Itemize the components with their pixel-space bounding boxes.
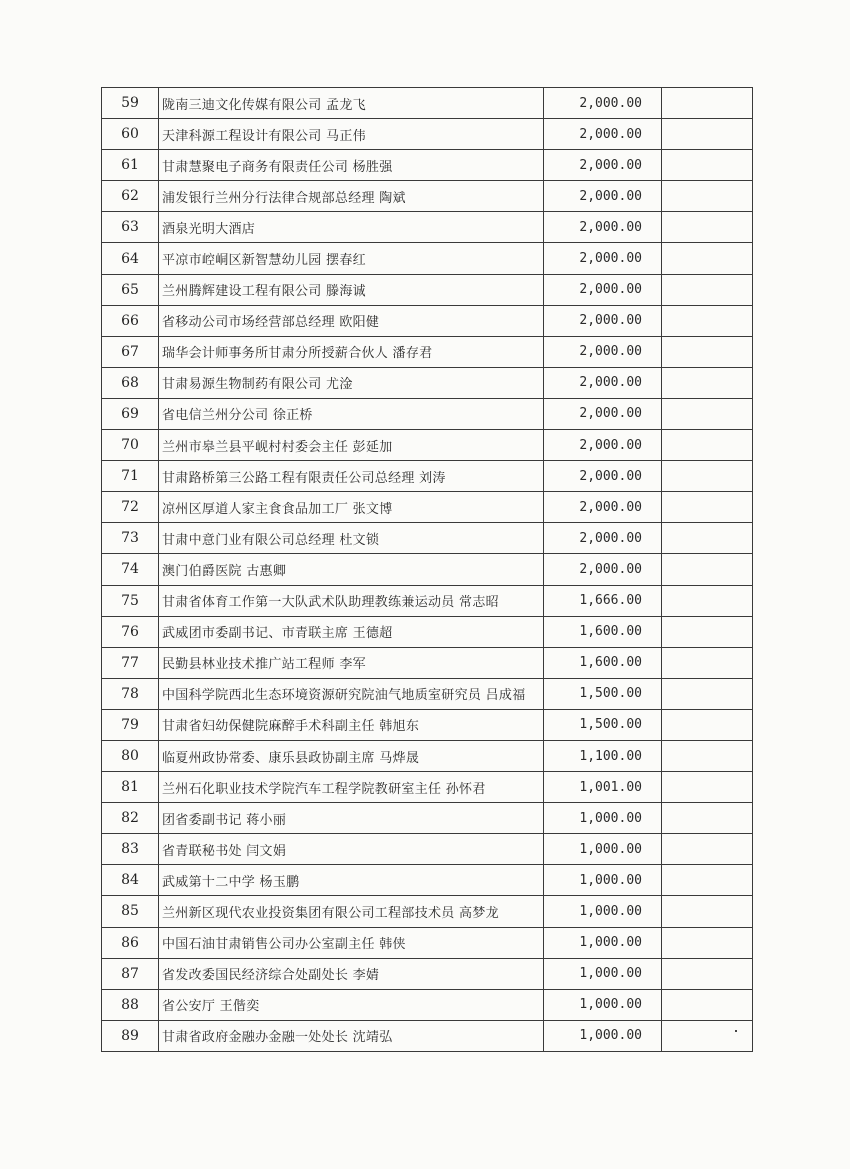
row-number: 87	[102, 958, 159, 989]
table-row	[102, 958, 753, 989]
donor-name: 省公安厅 王偕奕	[159, 989, 544, 1020]
row-number: 67	[102, 336, 159, 367]
table-row	[102, 398, 753, 429]
empty-cell	[662, 647, 753, 678]
empty-cell	[662, 88, 753, 119]
table-row	[102, 336, 753, 367]
donor-name: 省发改委国民经济综合处副处长 李婧	[159, 958, 544, 989]
row-number: 83	[102, 834, 159, 865]
donor-name: 天津科源工程设计有限公司 马正伟	[159, 119, 544, 150]
donation-amount: 1,500.00	[544, 678, 662, 709]
donation-amount: 1,666.00	[544, 585, 662, 616]
empty-cell	[662, 896, 753, 927]
row-number: 85	[102, 896, 159, 927]
row-number: 73	[102, 523, 159, 554]
donor-name: 甘肃易源生物制药有限公司 尤淦	[159, 367, 544, 398]
donation-amount: 2,000.00	[544, 554, 662, 585]
donor-name: 甘肃省妇幼保健院麻醉手术科副主任 韩旭东	[159, 709, 544, 740]
row-number: 63	[102, 212, 159, 243]
empty-cell	[662, 678, 753, 709]
empty-cell	[662, 492, 753, 523]
table-row	[102, 709, 753, 740]
empty-cell	[662, 367, 753, 398]
table-row	[102, 88, 753, 119]
empty-cell	[662, 523, 753, 554]
empty-cell	[662, 585, 753, 616]
donation-amount: 1,600.00	[544, 616, 662, 647]
row-number: 59	[102, 88, 159, 119]
table-row	[102, 212, 753, 243]
donation-amount: 2,000.00	[544, 243, 662, 274]
donor-name: 瑞华会计师事务所甘肃分所授薪合伙人 潘存君	[159, 336, 544, 367]
donation-amount: 2,000.00	[544, 336, 662, 367]
donation-amount: 1,000.00	[544, 896, 662, 927]
row-number: 89	[102, 1020, 159, 1051]
scan-speck	[735, 1030, 737, 1032]
donor-name: 凉州区厚道人家主食食品加工厂 张文博	[159, 492, 544, 523]
donor-name: 中国科学院西北生态环境资源研究院油气地质室研究员 吕成福	[159, 678, 544, 709]
donor-name: 兰州腾辉建设工程有限公司 滕海诚	[159, 274, 544, 305]
donation-amount: 1,600.00	[544, 647, 662, 678]
donation-amount: 1,000.00	[544, 958, 662, 989]
table-row	[102, 181, 753, 212]
donation-amount: 2,000.00	[544, 150, 662, 181]
table-row	[102, 927, 753, 958]
row-number: 76	[102, 616, 159, 647]
row-number: 79	[102, 709, 159, 740]
donor-name: 兰州石化职业技术学院汽车工程学院教研室主任 孙怀君	[159, 772, 544, 803]
empty-cell	[662, 1020, 753, 1051]
donation-amount: 2,000.00	[544, 305, 662, 336]
table-row	[102, 1020, 753, 1051]
empty-cell	[662, 958, 753, 989]
donation-amount: 2,000.00	[544, 88, 662, 119]
empty-cell	[662, 398, 753, 429]
table-row	[102, 305, 753, 336]
donor-name: 武威团市委副书记、市青联主席 王德超	[159, 616, 544, 647]
donor-name: 团省委副书记 蒋小丽	[159, 803, 544, 834]
table-row	[102, 647, 753, 678]
donor-name: 省移动公司市场经营部总经理 欧阳健	[159, 305, 544, 336]
donation-amount: 1,000.00	[544, 927, 662, 958]
donation-amount: 2,000.00	[544, 430, 662, 461]
row-number: 88	[102, 989, 159, 1020]
table-row	[102, 367, 753, 398]
table-row	[102, 274, 753, 305]
empty-cell	[662, 989, 753, 1020]
table-row	[102, 150, 753, 181]
donation-amount: 1,100.00	[544, 740, 662, 771]
donation-amount: 1,000.00	[544, 865, 662, 896]
row-number: 71	[102, 461, 159, 492]
donor-name: 甘肃省政府金融办金融一处处长 沈靖弘	[159, 1020, 544, 1051]
empty-cell	[662, 834, 753, 865]
donation-amount: 2,000.00	[544, 461, 662, 492]
row-number: 69	[102, 398, 159, 429]
donation-amount: 2,000.00	[544, 492, 662, 523]
donation-amount: 1,000.00	[544, 989, 662, 1020]
donor-name: 中国石油甘肃销售公司办公室副主任 韩侠	[159, 927, 544, 958]
table-row	[102, 554, 753, 585]
donation-amount: 2,000.00	[544, 398, 662, 429]
empty-cell	[662, 274, 753, 305]
row-number: 68	[102, 367, 159, 398]
table-row	[102, 772, 753, 803]
empty-cell	[662, 212, 753, 243]
empty-cell	[662, 927, 753, 958]
table-row	[102, 865, 753, 896]
row-number: 64	[102, 243, 159, 274]
row-number: 74	[102, 554, 159, 585]
donation-amount: 1,500.00	[544, 709, 662, 740]
row-number: 65	[102, 274, 159, 305]
row-number: 62	[102, 181, 159, 212]
table-row	[102, 896, 753, 927]
donor-name: 民勤县林业技术推广站工程师 李军	[159, 647, 544, 678]
table-row	[102, 740, 753, 771]
empty-cell	[662, 119, 753, 150]
donor-name: 兰州新区现代农业投资集团有限公司工程部技术员 高梦龙	[159, 896, 544, 927]
donation-amount: 2,000.00	[544, 367, 662, 398]
donor-name: 浦发银行兰州分行法律合规部总经理 陶斌	[159, 181, 544, 212]
donation-amount: 2,000.00	[544, 212, 662, 243]
row-number: 75	[102, 585, 159, 616]
table-row	[102, 523, 753, 554]
donation-amount: 1,001.00	[544, 772, 662, 803]
donor-name: 澳门伯爵医院 古惠卿	[159, 554, 544, 585]
donor-name: 甘肃省体育工作第一大队武术队助理教练兼运动员 常志昭	[159, 585, 544, 616]
empty-cell	[662, 865, 753, 896]
table-row	[102, 585, 753, 616]
empty-cell	[662, 150, 753, 181]
donation-table-body	[102, 88, 753, 1052]
row-number: 61	[102, 150, 159, 181]
donor-name: 武威第十二中学 杨玉鹏	[159, 865, 544, 896]
empty-cell	[662, 181, 753, 212]
donor-name: 甘肃慧聚电子商务有限责任公司 杨胜强	[159, 150, 544, 181]
donation-amount: 2,000.00	[544, 274, 662, 305]
donation-amount: 1,000.00	[544, 803, 662, 834]
row-number: 72	[102, 492, 159, 523]
table-row	[102, 492, 753, 523]
row-number: 86	[102, 927, 159, 958]
empty-cell	[662, 616, 753, 647]
table-row	[102, 678, 753, 709]
donor-name: 省青联秘书处 闫文娟	[159, 834, 544, 865]
row-number: 60	[102, 119, 159, 150]
table-row	[102, 243, 753, 274]
table-row	[102, 461, 753, 492]
donor-name: 甘肃路桥第三公路工程有限责任公司总经理 刘涛	[159, 461, 544, 492]
table-row	[102, 989, 753, 1020]
empty-cell	[662, 336, 753, 367]
table-row	[102, 616, 753, 647]
donor-name: 酒泉光明大酒店	[159, 212, 544, 243]
donation-amount: 2,000.00	[544, 523, 662, 554]
empty-cell	[662, 243, 753, 274]
donation-amount: 1,000.00	[544, 1020, 662, 1051]
empty-cell	[662, 709, 753, 740]
donation-amount: 2,000.00	[544, 119, 662, 150]
empty-cell	[662, 554, 753, 585]
donor-name: 甘肃中意门业有限公司总经理 杜文锁	[159, 523, 544, 554]
donor-name: 省电信兰州分公司 徐正桥	[159, 398, 544, 429]
row-number: 84	[102, 865, 159, 896]
table-row	[102, 119, 753, 150]
row-number: 81	[102, 772, 159, 803]
row-number: 66	[102, 305, 159, 336]
table-row	[102, 803, 753, 834]
donor-name: 临夏州政协常委、康乐县政协副主席 马烨晟	[159, 740, 544, 771]
donation-amount: 2,000.00	[544, 181, 662, 212]
empty-cell	[662, 461, 753, 492]
empty-cell	[662, 803, 753, 834]
row-number: 70	[102, 430, 159, 461]
row-number: 78	[102, 678, 159, 709]
donation-table	[101, 87, 753, 1052]
table-row	[102, 834, 753, 865]
empty-cell	[662, 430, 753, 461]
donor-name: 平凉市崆峒区新智慧幼儿园 摆春红	[159, 243, 544, 274]
empty-cell	[662, 740, 753, 771]
table-row	[102, 430, 753, 461]
donor-name: 陇南三迪文化传媒有限公司 孟龙飞	[159, 88, 544, 119]
row-number: 80	[102, 740, 159, 771]
row-number: 77	[102, 647, 159, 678]
donor-name: 兰州市皋兰县平岘村村委会主任 彭延加	[159, 430, 544, 461]
empty-cell	[662, 305, 753, 336]
donation-amount: 1,000.00	[544, 834, 662, 865]
row-number: 82	[102, 803, 159, 834]
empty-cell	[662, 772, 753, 803]
